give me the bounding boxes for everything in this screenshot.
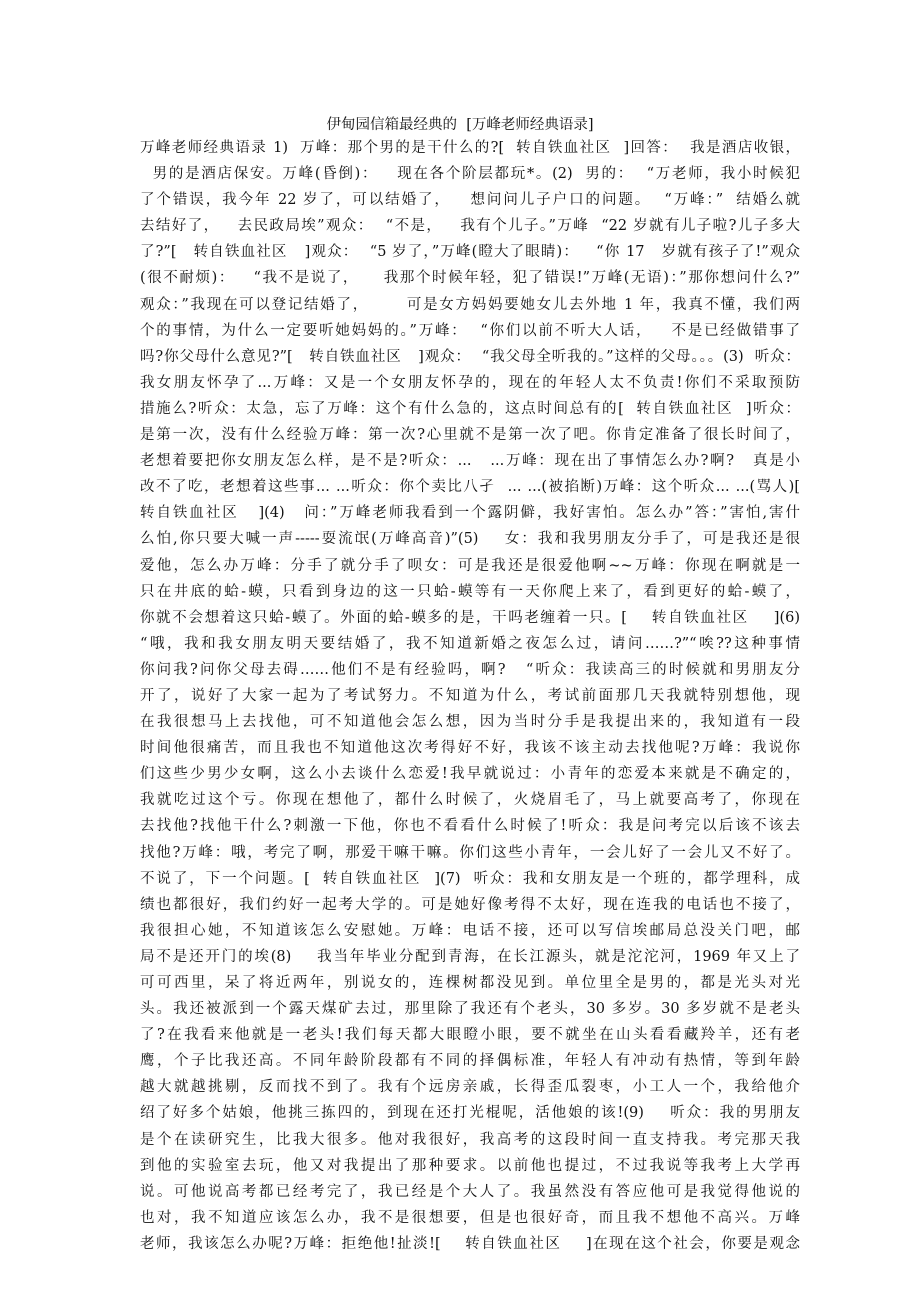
body-line: 万峰老师经典语录 1) 万峰：那个男的是干什么的?[ 转自铁血社区 ]回答： 我是酒店收银， <box>140 140 800 156</box>
body-line: 改不了吃，老想着这些事... ...听众：你个卖比八孑 ... ...(被掐断)万峰：这个听众... ...(骂人)[ <box>140 479 800 496</box>
body-line: 不说了，下一个问题。[ 转自铁血社区 ](7) 听众：我和女朋友是一个班的，都学理科，成 <box>140 870 800 887</box>
body-line: 是个在读研究生，比我大很多。他对我很好，我高考的这段时间一直支持我。考完那天我 <box>140 1131 800 1148</box>
body-line: 了?”[ 转自铁血社区 ]观众： “5 岁了，”万峰(瞪大了眼睛)： “你 17 岁就有孩子了!”观众 <box>140 244 800 261</box>
body-line: 转自铁血社区 ](4) 问：”万峰老师我看到一个露阴僻，我好害怕。怎么办”答：”害怕,害什 <box>140 505 800 522</box>
body-line: 男的是酒店保安。万峰(昏倒)： 现在各个阶层都玩*。(2) 男的： “万老师，我小时候犯 <box>140 166 800 183</box>
document-body <box>140 135 800 1257</box>
body-line: 头。我还被派到一个露天煤矿去过，那里除了我还有个老头，30 多岁。30 多岁就不是老头 <box>140 1001 800 1018</box>
body-line: 局不是还开门的埃(8) 我当年毕业分配到青海，在长江源头，就是沱沱河，1969 年又上了 <box>140 948 800 965</box>
body-line: 老师，我该怎么办呢?万峰：拒绝他!扯淡![ 转自铁血社区 ]在现在这个社会，你要是观念 <box>140 1235 800 1252</box>
body-line: 了个错误，我今年 22 岁了，可以结婚了， 想问问儿子户口的问题。 “万峰：” 结婚么就 <box>140 192 800 209</box>
body-line: 我很担心她，不知道该怎么安慰她。万峰：电话不接，还可以写信埃邮局总没关门吧，邮 <box>140 922 800 939</box>
body-line: 我女朋友怀孕了...万峰：又是一个女朋友怀孕的，现在的年轻人太不负责!你们不采取预防 <box>140 374 800 391</box>
body-line: 到他的实验室去玩，他又对我提出了那种要求。以前他也提过，不过我说等我考上大学再 <box>140 1157 800 1174</box>
document-title: 伊甸园信箱最经典的 [万峰老师经典语录] <box>326 117 594 133</box>
body-line: 可可西里，呆了将近两年，别说女的，连棵树都没见到。单位里全是男的，都是光头对光 <box>140 975 800 991</box>
body-line: 鹰，个子比我还高。不同年龄阶段都有不同的择偶标准，年轻人有冲动有热情，等到年龄 <box>140 1053 800 1070</box>
body-line: 们这些少男少女啊，这么小去谈什么恋爱!我早就说过：小青年的恋爱本来就是不确定的， <box>140 766 800 783</box>
body-line: “哦，我和我女朋友明天要结婚了，我不知道新婚之夜怎么过，请问……?”“唉??这种事情 <box>140 635 800 652</box>
body-line: 老想着要把你女朋友怎么样，是不是?听众：... ...万峰：现在出了事情怎么办?啊? 真是小 <box>140 453 800 470</box>
body-line: 措施么?听众：太急，忘了万峰：这个有什么急的，这点时间总有的[ 转自铁血社区 ]听众： <box>140 400 800 417</box>
body-line: (很不耐烦)： “我不是说了， 我那个时候年轻，犯了错误!”万峰(无语)：”那你想问什么?” <box>140 270 800 287</box>
body-line: 了?在我看来他就是一老头!我们每天都大眼瞪小眼，要不就坐在山头看看藏羚羊，还有老 <box>140 1027 800 1044</box>
body-line: 爱他，怎么办万峰：分手了就分手了呗女：可是我还是很爱他啊~~万峰：你现在啊就是一 <box>140 557 800 574</box>
body-line: 找他?万峰：哦，考完了啊，那爱干嘛干嘛。你们这些小青年，一会儿好了一会儿又不好了。 <box>140 844 800 861</box>
body-line: 只在井底的蛤-蟆，只看到身边的这一只蛤-蟆等有一天你爬上来了，看到更好的蛤-蟆了， <box>140 583 800 600</box>
body-line: 越大就越挑剔，反而找不到了。我有个远房亲戚，长得歪瓜裂枣，小工人一个，我给他介 <box>140 1079 800 1096</box>
body-line: 也对，我不知道应该怎么办，我不是很想要，但是也很好奇，而且我不想他不高兴。万峰 <box>140 1209 800 1226</box>
body-line: 么怕,你只要大喊一声-----耍流氓(万峰高音)”(5) 女：我和我男朋友分手了，可是我还是很 <box>140 531 800 548</box>
body-line: 你就不会想着这只蛤-蟆了。外面的蛤-蟆多的是，干吗老缠着一只。[ 转自铁血社区 ](6) <box>140 609 800 626</box>
body-line: 观众：”我现在可以登记结婚了， 可是女方妈妈要她女儿去外地 1 年，我真不懂，我们两 <box>140 296 800 313</box>
body-line: 在我很想马上去找他，可不知道他会怎么想，因为当时分手是我提出来的，我知道有一段 <box>140 714 800 731</box>
body-line: 去结好了， 去民政局埃”观众： “不是， 我有个儿子。”万峰 “22 岁就有儿子啦?儿子多大 <box>140 218 800 235</box>
body-line: 我就吃过这个亏。你现在想他了，都什么时候了，火烧眉毛了，马上就要高考了，你现在 <box>140 792 800 809</box>
body-line: 开了，说好了大家一起为了考试努力。不知道为什么，考试前面那几天我就特别想他，现 <box>140 687 800 704</box>
body-line: 说。可他说高考都已经考完了，我已经是个大人了。我虽然没有答应他可是我觉得他说的 <box>140 1183 800 1200</box>
body-line: 去找他?找他干什么?刺激一下他，你也不看看什么时候了!听众：我是问考完以后该不该去 <box>140 818 800 835</box>
body-line: 你问我?问你父母去碍……他们不是有经验吗，啊? “听众：我读高三的时候就和男朋友分 <box>140 661 800 678</box>
body-line: 时间他很痛苦，而且我也不知道他这次考得好不好，我该不该主动去找他呢?万峰：我说你 <box>140 740 800 757</box>
body-line: 是第一次，没有什么经验万峰：第一次?心里就不是第一次了吧。你肯定准备了很长时间了， <box>140 427 800 444</box>
body-line: 绩也都很好，我们约好一起考大学的。可是她好像考得不太好，现在连我的电话也不接了， <box>140 896 800 913</box>
body-line: 个的事情，为什么一定要听她妈妈的。”万峰： “你们以前不听大人话， 不是已经做错事了 <box>140 322 800 339</box>
body-line: 吗?你父母什么意见?”[ 转自铁血社区 ]观众： “我父母全听我的。”这样的父母。。。(3) 听众： <box>140 348 800 365</box>
body-line: 绍了好多个姑娘，他挑三拣四的，到现在还打光棍呢，活他娘的该!(9) 听众：我的男朋友 <box>140 1105 800 1122</box>
